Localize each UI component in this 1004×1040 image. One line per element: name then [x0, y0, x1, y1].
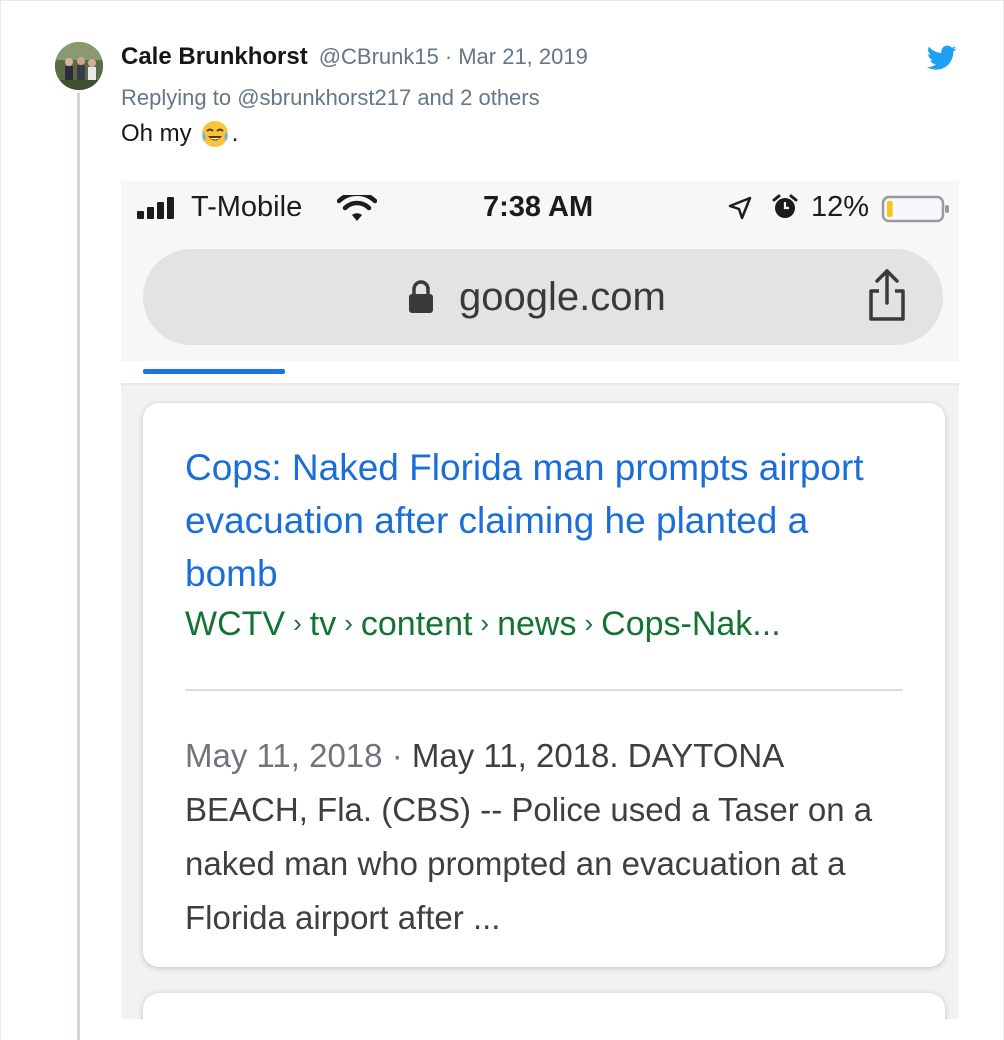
tweet-body-suffix: . — [231, 120, 239, 147]
alarm-clock-icon — [771, 193, 799, 221]
signal-strength-icon — [137, 197, 181, 219]
breadcrumb-separator: › — [480, 608, 490, 638]
tweet-header — [121, 43, 588, 73]
thread-connector-line — [77, 93, 80, 1040]
active-tab-indicator — [143, 369, 285, 374]
share-icon[interactable] — [863, 267, 911, 325]
address-bar[interactable] — [143, 249, 943, 345]
replying-to-handle[interactable]: @sbrunkhorst217 — [237, 85, 412, 110]
location-arrow-icon — [727, 195, 753, 221]
phone-browser-chrome — [121, 181, 959, 361]
tweet-text — [121, 119, 238, 149]
replying-to-line — [121, 85, 540, 111]
breadcrumb-item: content — [360, 605, 473, 643]
result-breadcrumb[interactable] — [185, 605, 781, 644]
breadcrumb-item: Cops-Nak... — [601, 605, 781, 643]
next-result-card[interactable] — [143, 993, 945, 1019]
breadcrumb-item: tv — [309, 605, 337, 643]
status-bar — [121, 181, 959, 237]
breadcrumb-separator: › — [584, 608, 594, 638]
breadcrumb-item: WCTV — [185, 605, 286, 643]
replying-suffix[interactable]: and 2 others — [417, 85, 540, 110]
snippet-date: May 11, 2018 — [185, 737, 383, 774]
twitter-bird-icon[interactable] — [927, 45, 957, 71]
battery-percent: 12% — [811, 191, 870, 223]
face-with-tears-of-joy-icon — [200, 119, 230, 149]
author-handle[interactable]: @CBrunk15 — [318, 44, 439, 69]
result-title-link[interactable] — [185, 441, 905, 600]
result-title[interactable]: Cops: Naked Florida man prompts airport evacuation after claiming he planted a bomb — [185, 447, 864, 594]
battery-icon — [881, 194, 951, 224]
author-name[interactable]: Cale Brunkhorst — [121, 43, 308, 70]
carrier-name: T-Mobile — [191, 191, 303, 223]
snippet-separator: · — [391, 737, 403, 774]
replying-prefix: Replying to — [121, 85, 232, 110]
search-result-card[interactable] — [143, 403, 945, 967]
breadcrumb-separator: › — [344, 608, 353, 638]
url-text[interactable]: google.com — [459, 275, 666, 319]
snippet-text: May 11, 2018. DAYTONA BEACH, Fla. (CBS) -- Police used a Taser on a naked man who prompted an evacuation at a Florida airport after ... — [185, 737, 873, 936]
breadcrumb-item: news — [497, 605, 577, 643]
result-snippet — [185, 729, 905, 945]
tweet-image[interactable] — [121, 181, 959, 1019]
lock-icon — [407, 279, 435, 315]
tweet-date[interactable]: Mar 21, 2019 — [458, 44, 588, 69]
avatar[interactable] — [55, 42, 103, 90]
header-separator: · — [444, 44, 453, 69]
wifi-icon — [337, 195, 377, 223]
card-divider — [185, 689, 903, 691]
status-time: 7:38 AM — [483, 191, 594, 223]
tweet-body: Oh my — [121, 120, 192, 147]
breadcrumb-separator: › — [293, 608, 302, 638]
